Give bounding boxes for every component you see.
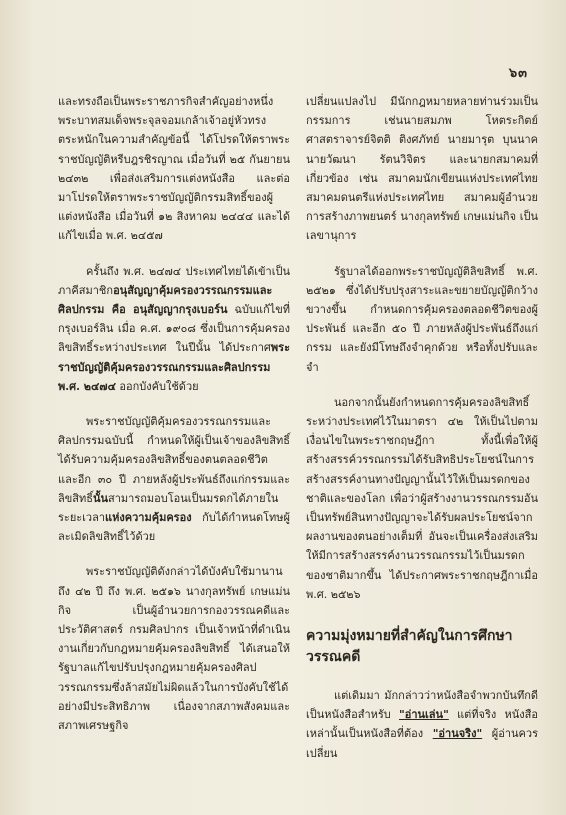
page-number: ๖๓: [508, 66, 528, 81]
text-run: พระราชบัญญัติคุ้มครองวรรณกรรมและศิลปกรรมฉบับนี้ กำหนดให้ผู้เป็นเจ้าของลิขสิทธิ์ได้รับความคุ้มครองลิขสิทธิ์ของตนตลอดชีวิต และอีก ๓๐ ปี ภายหลังผู้ประพันธ์ถึงแก่กรรมและลิขสิทธิ์: [58, 415, 290, 505]
text-run: ฉบับแก้ไขที่กรุงเบอร์ลิน เมื่อ ค.ศ. ๑๙๐๘ ซึ่งเป็นการคุ้มครองลิขสิทธิ์ระหว่างประเทศ ในปีนั้น ได้ประกาศ: [58, 303, 290, 355]
emphasis-text: "อ่านเล่น": [399, 708, 449, 722]
paragraph: [306, 686, 538, 763]
paragraph: เปลี่ยนแปลงไป มีนักกฎหมายหลายท่านร่วมเป็นกรรมการ เช่นนายสมภพ โหตระกิตย์ ศาสตราจารย์จิตติ ติงศภัทย์ นายมารุต บุนนาค นายวัฒนา รัตนวิจิตร และนายกสมาคมที่เกี่ยวข้อง เช่น สมาคมนักเขียนแห่งประเทศไทย สมาคมดนตรีแห่งประเทศไทย สมาคมผู้อำนวยการสร้างภาพยนตร์ นางกุลทรัพย์ เกษแม่นกิจ เป็นเลขานุการ: [306, 95, 538, 243]
bold-text: แห่งความคุ้มครอง: [105, 511, 192, 525]
paragraph: รัฐบาลได้ออกพระราชบัญญัติลิขสิทธิ์ พ.ศ. ๒๕๒๑ ซึ่งได้ปรับปรุงสาระและขยายบัญญัติกว้างขวางขึ้น กำหนดการคุ้มครองตลอดชีวิตของผู้ประพันธ์ และอีก ๕๐ ปี ภายหลังผู้ประพันธ์ถึงแก่กรรม และยังมีโทษถึงจำคุกด้วย หรือทั้งปรับและจำ: [306, 264, 538, 374]
paragraph: และทรงถือเป็นพระราชภารกิจสำคัญอย่างหนึ่ง พระบาทสมเด็จพระจุลจอมเกล้าเจ้าอยู่หัวทรงตระหนักในความสำคัญข้อนี้ ได้โปรดให้ตราพระราชบัญญัติหรีบฎรชิรญาณ เมื่อวันที่ ๒๕ กันยายน ๒๔๓๒ เพื่อส่งเสริมการแต่งหนังสือ และต่อมาโปรดให้ตราพระราชบัญญัติกรรมสิทธิ์ของผู้แต่งหนังสือ เมื่อวันที่ ๑๒ สิงหาคม ๒๔๔๔ และได้แก้ไขเมื่อ พ.ศ. ๒๔๕๗: [58, 95, 290, 243]
emphasis-text: "อ่านจริง": [432, 727, 483, 741]
paragraph: พระราชบัญญัติดังกล่าวได้บังคับใช้มานานถึง ๔๒ ปี ถึง พ.ศ. ๒๕๑๖ นางกุลทรัพย์ เกษแม่นกิจ เป็นผู้อำนวยการกองวรรณคดีและประวัติศาสตร์ กรมศิลปากร เป็นเจ้าหน้าที่ดำเนินงานเกี่ยวกับกฎหมายคุ้มครองลิขสิทธิ์ ได้เสนอให้รัฐบาลแก้ไขปรับปรุงกฎหมายคุ้มครองศิลปวรรณกรรมซึ่งล้าสมัยไม่ผิดแล้วในการบังคับใช้ได้อย่างมีประสิทธิภาพ เนื่องจากสภาพสังคมและสภาพเศรษฐกิจ: [58, 565, 290, 733]
left-column: [58, 92, 290, 751]
paragraph: [58, 412, 290, 546]
paragraph: นอกจากนั้นยังกำหนดการคุ้มครองลิขสิทธิ์ระหว่างประเทศไว้ในมาตรา ๔๒ ให้เป็นไปตามเงื่อนไขในพระราชกฤษฎีกา ทั้งนี้เพื่อให้ผู้สร้างสรรค์วรรณกรรมได้รับสิทธิประโยชน์ในการสร้างสรรค์งานทางปัญญานั้นไว้ให้เป็นมรดกของชาติและของโลก เพื่อว่าผู้สร้างงานวรรณกรรมอันเป็นทรัพย์สินทางปัญญาจะได้รับผลประโยชน์จากผลงานของตนอย่างเต็มที่ อันจะเป็นเครื่องส่งเสริมให้มีการสร้างสรรค์งานวรรณกรรมไว้เป็นมรดกของชาติมากขึ้น ได้ประกาศพระราชกฤษฎีกาเมื่อพ.ศ. ๒๕๒๖: [306, 395, 538, 601]
bold-text: พระราชบัญญัติคุ้มครองวรรณกรรมและศิลปกรรม พ.ศ. ๒๔๗๔: [58, 341, 290, 393]
bold-text: อนุสัญญาคุ้มครองวรรณกรรมและศิลปกรรม คือ อนุสัญญากรุงเบอร์น: [58, 283, 273, 317]
paragraph: [58, 262, 290, 396]
text-run: ครั้นถึง พ.ศ. ๒๔๗๔ ประเทศไทยได้เข้าเป็นภาคีสมาชิก: [58, 264, 290, 297]
right-column: [306, 92, 538, 779]
bold-text: นั้น: [92, 491, 108, 505]
text-run: กับได้กำหนดโทษผู้ละเมิดลิขสิทธิ์ไว้ด้วย: [58, 511, 290, 544]
text-run: แต่ที่จริง หนังสือเหล่านั้นเป็นหนังสือที่ต้อง: [306, 708, 538, 741]
text-run: สามารถมอบโอนเป็นมรดกได้ภายในระยะเวลา: [58, 491, 279, 525]
text-run: ออกบังคับใช้ด้วย: [115, 379, 199, 393]
section-heading: ความมุ่งหมายที่สำคัญในการศึกษาวรรณคดี: [306, 628, 513, 666]
text-run: แต่เดิมมา มักกล่าวว่าหนังสือจำพวกบันทึกดีเป็นหนังสือสำหรับ: [306, 689, 538, 722]
text-run: ผู้อ่านควรเปลี่ยน: [306, 727, 538, 760]
